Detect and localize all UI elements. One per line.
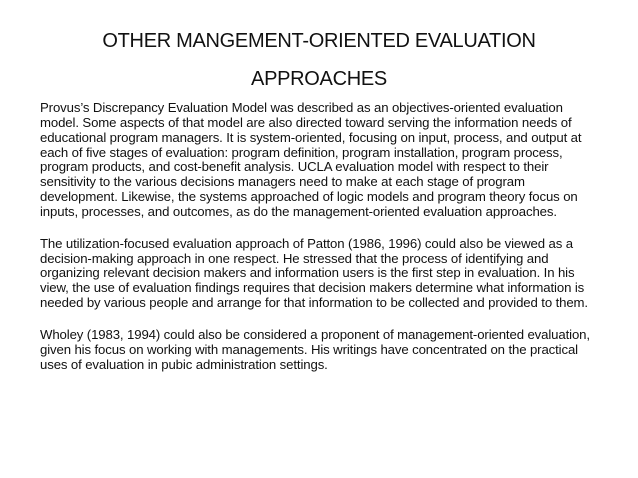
paragraph-provus: Provus’s Discrepancy Evaluation Model was described as an objectives-oriented evaluation model. Some aspects of that model are also directed toward serving the information needs of educational program managers. It is system-oriented, focusing on input, process, and output at each of five stages of evaluation: program definition, program installation, program process, program products, and cost-benefit analysis. UCLA evaluation model with respect to their sensitivity to the various decisions managers need to make at each stage of program development. Likewise, the systems approached of logic models and program theory focus on inputs, processes, and outcomes, as do the management-oriented evaluation approaches. — [40, 100, 582, 219]
paragraph-wholey: Wholey (1983, 1994) could also be considered a proponent of management-oriented evaluation, given his focus on working with managements. His writings have concentrated on the practical uses of evaluation in pubic administration settings. — [40, 326, 590, 372]
slide-body — [40, 101, 600, 390]
paragraph-patton: The utilization-focused evaluation approach of Patton (1986, 1996) could also be viewed as a decision-making approach in one respect. He stressed that the process of identifying and organizing relevant decision makers and information users is the first step in evaluation. In his view, the use of evaluation findings requires that decision makers determine what information is needed by various people and arrange for that information to be collected and provided to them. — [40, 235, 588, 311]
slide-title: OTHER MANGEMENT-ORIENTED EVALUATION APPROACHES — [102, 30, 536, 90]
